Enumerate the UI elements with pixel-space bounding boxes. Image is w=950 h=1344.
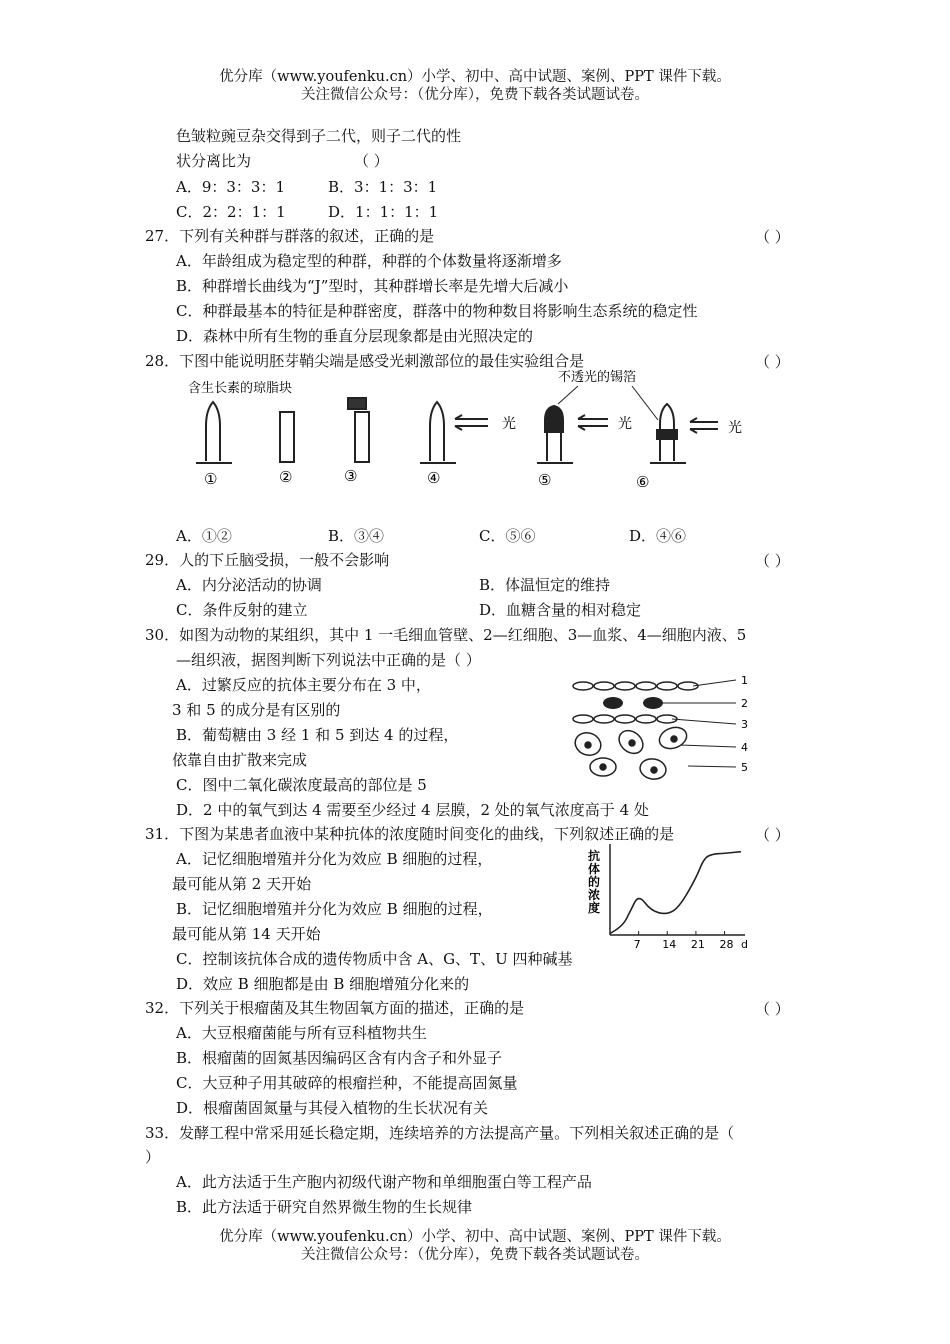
- q33-stem-1: 33．发酵工程中常采用延长稳定期，连续培养的方法提高产量。下列相关叙述正确的是（: [145, 1124, 735, 1142]
- q28-option-b: B．③④: [328, 527, 385, 545]
- q30-option-b-1: B．葡萄糖由 3 经 1 和 5 到达 4 的过程，: [176, 726, 459, 744]
- q30-option-a-1: A．过繁反应的抗体主要分布在 3 中，: [176, 676, 431, 694]
- page-header-line-2: 关注微信公众号：（优分库），免费下载各类试题试卷。: [301, 87, 649, 103]
- fig-label-agar-block: 含生长素的琼脂块: [188, 381, 293, 396]
- capillary-wall-bottom: [573, 715, 677, 723]
- q28-option-d: D．④⑥: [629, 527, 687, 545]
- q31-stem: 31．下图为某患者血液中某种抗体的浓度随时间变化的曲线，下列叙述正确的是: [145, 825, 675, 843]
- fig-num-2: ②: [279, 468, 293, 486]
- coleoptile-3: [348, 398, 369, 462]
- q28-answer-paren: （ ）: [755, 353, 790, 371]
- q33-option-a: A．此方法适于生产胞内初级代谢产物和单细胞蛋白等工程产品: [176, 1173, 592, 1191]
- q30-stem-2: —组织液，据图判断下列说法中正确的是（ ）: [176, 651, 481, 669]
- q26-option-b: B．3：1：3：1: [328, 178, 438, 196]
- coleoptile-1: [196, 402, 232, 463]
- coleoptile-2: [280, 412, 294, 462]
- ylabel-char: 抗: [588, 849, 601, 863]
- light-arrows-4: [455, 415, 488, 430]
- q30-option-d: D．2 中的氧气到达 4 需要至少经过 4 层膜，2 处的氧气浓度高于 4 处: [176, 801, 649, 819]
- label-leaders: [663, 680, 736, 767]
- x-tick-label: 7: [633, 938, 641, 951]
- ylabel-char: 浓: [588, 888, 601, 902]
- q27-option-c: C．种群最基本的特征是种群密度，群落中的物种数目将影响生态系统的稳定性: [176, 302, 698, 320]
- q30-tissue-figure: [568, 666, 768, 786]
- q29-option-b: B．体温恒定的维持: [479, 576, 611, 594]
- q29-stem: 29．人的下丘脑受损，一般不会影响: [145, 551, 390, 569]
- q32-answer-paren: （ ）: [755, 1000, 790, 1018]
- q26-answer-paren: （ ）: [354, 152, 389, 170]
- light-arrows-6: [690, 418, 718, 433]
- q26-option-a: A．9：3：3：1: [176, 178, 286, 196]
- q29-answer-paren: （ ）: [755, 552, 790, 570]
- x-tick-label: 28: [719, 938, 734, 951]
- light-arrows-5: [578, 415, 608, 430]
- ylabel-char: 体: [588, 862, 601, 876]
- antibody-curve: [610, 852, 741, 934]
- q31-option-a-2: 最可能从第 2 天开始: [172, 875, 312, 893]
- q32-stem: 32．下列关于根瘤菌及其生物固氧方面的描述，正确的是: [145, 999, 525, 1017]
- q32-option-a: A．大豆根瘤菌能与所有豆科植物共生: [176, 1024, 427, 1042]
- q30-option-a-2: 3 和 5 的成分是有区别的: [172, 701, 341, 719]
- fig-num-1: ①: [204, 470, 218, 488]
- q31-answer-paren: （ ）: [755, 826, 790, 844]
- red-cell-1: [603, 697, 623, 709]
- q33-stem-2: ）: [145, 1148, 161, 1166]
- fig-label-foil: 不透光的锡箔: [558, 370, 637, 385]
- fig-num-3: ③: [344, 467, 358, 485]
- red-cell-2: [643, 697, 663, 709]
- q30-option-b-2: 依靠自由扩散来完成: [172, 751, 308, 769]
- q27-stem: 27．下列有关种群与群落的叙述，正确的是: [145, 227, 435, 245]
- q31-option-c: C．控制该抗体合成的遗传物质中含 A、G、T、U 四种碱基: [176, 950, 573, 968]
- tissue-cells: [572, 724, 690, 781]
- x-tick-label: 14: [662, 938, 677, 951]
- q29-option-a: A．内分泌活动的协调: [176, 576, 322, 594]
- q28-option-c: C．⑤⑥: [479, 527, 536, 545]
- tissue-label-3: 3: [741, 718, 748, 731]
- light-label-6: 光: [728, 420, 742, 436]
- q32-option-d: D．根瘤菌固氮量与其侵入植物的生长状况有关: [176, 1099, 489, 1117]
- q31-option-a-1: A．记忆细胞增殖并分化为效应 B 细胞的过程，: [176, 850, 493, 868]
- q31-antibody-chart: [580, 840, 755, 955]
- chart-xlabel: d: [741, 938, 748, 951]
- capillary-wall-top: [573, 682, 698, 690]
- q28-option-a: A．①②: [176, 527, 232, 545]
- q26-stem-cont-1: 色皱粒豌豆杂交得到子二代，则子二代的性: [176, 127, 462, 145]
- page-footer-line-2: 关注微信公众号：（优分库），免费下载各类试题试卷。: [301, 1247, 649, 1263]
- page-footer-line-1: 优分库（www.youfenku.cn）小学、初中、高中试题、案例、PPT 课件下载。: [219, 1229, 731, 1245]
- q30-option-c: C．图中二氧化碳浓度最高的部位是 5: [176, 776, 427, 794]
- light-label-5: 光: [618, 416, 632, 432]
- q26-stem-cont-2: 状分离比为: [176, 152, 252, 170]
- page-header-line-1: 优分库（www.youfenku.cn）小学、初中、高中试题、案例、PPT 课件下载。: [219, 69, 731, 85]
- coleoptile-6: [650, 404, 686, 463]
- tissue-label-5: 5: [741, 761, 748, 774]
- q28-coleoptile-figure: [180, 366, 780, 496]
- q31-option-b-2: 最可能从第 14 天开始: [172, 925, 321, 943]
- chart-ylabel: [588, 848, 600, 915]
- tissue-label-1: 1: [741, 674, 748, 687]
- q33-option-b: B．此方法适于研究自然界微生物的生长规律: [176, 1198, 473, 1216]
- q29-option-d: D．血糖含量的相对稳定: [479, 601, 642, 619]
- fig-num-4: ④: [427, 469, 441, 487]
- q29-option-c: C．条件反射的建立: [176, 601, 308, 619]
- q31-option-b-1: B．记忆细胞增殖并分化为效应 B 细胞的过程，: [176, 900, 493, 918]
- ylabel-char: 的: [588, 875, 601, 889]
- q27-option-a: A．年龄组成为稳定型的种群，种群的个体数量将逐渐增多: [176, 252, 562, 270]
- coleoptile-5: [537, 406, 573, 463]
- q31-option-d: D．效应 B 细胞都是由 B 细胞增殖分化来的: [176, 975, 470, 993]
- x-tick-label: 21: [690, 938, 705, 951]
- q28-stem: 28．下图中能说明胚芽鞘尖端是感受光刺激部位的最佳实验组合是: [145, 352, 585, 370]
- q32-option-c: C．大豆种子用其破碎的根瘤拦种，不能提高固氮量: [176, 1074, 518, 1092]
- q32-option-b: B．根瘤菌的固氮基因编码区含有内含子和外显子: [176, 1049, 503, 1067]
- q27-option-d: D．森林中所有生物的垂直分层现象都是由光照决定的: [176, 327, 534, 345]
- fig-num-6: ⑥: [636, 473, 650, 491]
- q27-answer-paren: （ ）: [755, 228, 790, 246]
- light-label-4: 光: [502, 416, 516, 432]
- tissue-label-2: 2: [741, 697, 748, 710]
- q30-stem-1: 30．如图为动物的某组织，其中 1 一毛细血管壁、2—红细胞、3—血浆、4—细胞内液、5: [145, 626, 747, 644]
- coleoptile-4: [420, 402, 456, 463]
- q26-option-c: C．2：2：1：1: [176, 203, 286, 221]
- ylabel-char: 度: [588, 901, 601, 915]
- q26-option-d: D．1：1：1：1: [328, 203, 439, 221]
- fig-num-5: ⑤: [538, 471, 552, 489]
- tissue-label-4: 4: [741, 741, 748, 754]
- q27-option-b: B．种群增长曲线为“J”型时，其种群增长率是先增大后减小: [176, 277, 569, 295]
